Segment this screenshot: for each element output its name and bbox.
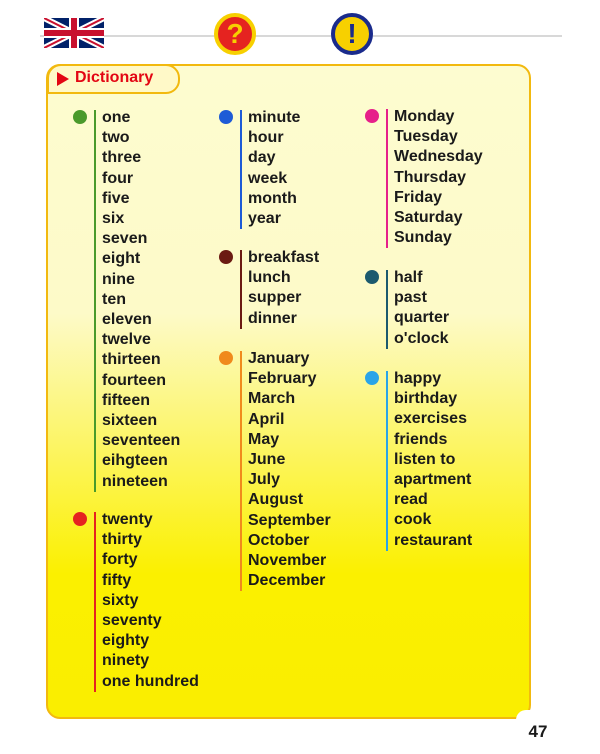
word-item: cook <box>394 511 432 529</box>
word-item: thirteen <box>102 351 161 369</box>
word-item: November <box>248 552 327 570</box>
group-divider-line <box>94 512 96 692</box>
word-item: five <box>102 189 130 207</box>
word-item: April <box>248 410 285 428</box>
word-item: thirty <box>102 531 142 549</box>
word-item: quarter <box>394 309 450 327</box>
word-item: eihgteen <box>102 452 168 470</box>
uk-flag-icon <box>44 18 104 48</box>
word-item: May <box>248 430 280 448</box>
word-item: seventy <box>102 612 162 630</box>
word-item: Friday <box>394 188 443 206</box>
word-item: January <box>248 350 310 367</box>
group-divider-line <box>386 371 388 551</box>
word-item: Tuesday <box>394 128 458 146</box>
word-item: eighty <box>102 632 150 650</box>
question-icon: ? <box>214 13 256 55</box>
page-number: 47 <box>516 710 560 750</box>
dictionary-tab <box>47 64 180 94</box>
word-item: nine <box>102 270 135 288</box>
word-item: ninety <box>102 652 150 670</box>
word-item: two <box>102 129 130 147</box>
word-item: half <box>394 269 423 286</box>
word-item: breakfast <box>248 249 320 266</box>
play-arrow-icon <box>57 72 69 86</box>
word-item: Monday <box>394 108 455 125</box>
word-item: hour <box>248 129 284 147</box>
word-item: listen to <box>394 450 456 468</box>
word-item: Thursday <box>394 168 467 186</box>
word-item: past <box>394 289 427 307</box>
group-divider-line <box>240 250 242 329</box>
word-list <box>394 369 472 551</box>
word-item: March <box>248 390 296 408</box>
word-item: read <box>394 491 428 509</box>
word-item: one <box>102 109 131 126</box>
group-divider-line <box>240 351 242 591</box>
word-item: happy <box>394 370 442 387</box>
word-item: fifteen <box>102 391 150 409</box>
bullet-dot-icon <box>219 110 233 124</box>
word-item: four <box>102 169 134 187</box>
word-item: friends <box>394 430 448 448</box>
group-divider-line <box>386 270 388 349</box>
bullet-dot-icon <box>365 270 379 284</box>
word-item: June <box>248 451 286 469</box>
bullet-dot-icon <box>365 371 379 385</box>
word-item: week <box>248 169 288 187</box>
word-item: forty <box>102 551 138 569</box>
word-item: dinner <box>248 309 297 327</box>
word-item: year <box>248 210 281 228</box>
bullet-dot-icon <box>219 351 233 365</box>
word-item: sixty <box>102 591 139 609</box>
word-item: six <box>102 210 125 228</box>
group-divider-line <box>94 110 96 492</box>
header-rule <box>40 35 562 37</box>
bullet-dot-icon <box>73 512 87 526</box>
word-item: October <box>248 531 310 549</box>
word-item: exercises <box>394 410 467 428</box>
word-list <box>102 510 199 692</box>
word-item: month <box>248 189 297 207</box>
bullet-dot-icon <box>365 109 379 123</box>
word-item: one hundred <box>102 672 199 690</box>
word-item: seventeen <box>102 432 181 450</box>
word-item: September <box>248 511 331 529</box>
word-item: apartment <box>394 471 472 489</box>
group-divider-line <box>386 109 388 248</box>
word-item: twenty <box>102 511 153 528</box>
word-item: eight <box>102 250 141 268</box>
word-list <box>394 107 483 248</box>
word-item: birthday <box>394 390 458 408</box>
group-divider-line <box>240 110 242 229</box>
word-item: three <box>102 149 142 167</box>
word-list <box>248 248 319 329</box>
word-item: Sunday <box>394 229 452 247</box>
word-item: nineteen <box>102 472 168 490</box>
word-item: restaurant <box>394 531 473 549</box>
word-item: day <box>248 149 276 167</box>
word-item: seven <box>102 230 148 248</box>
word-item: August <box>248 491 304 509</box>
word-list <box>248 108 300 229</box>
word-item: supper <box>248 289 302 307</box>
word-list <box>102 108 180 492</box>
word-item: lunch <box>248 269 291 287</box>
word-item: Saturday <box>394 209 463 227</box>
word-item: twelve <box>102 331 151 349</box>
word-item: December <box>248 572 326 590</box>
word-list <box>394 268 449 349</box>
word-item: fifty <box>102 571 132 589</box>
word-item: ten <box>102 290 126 308</box>
word-item: Wednesday <box>394 148 483 166</box>
bullet-dot-icon <box>73 110 87 124</box>
dictionary-label: Dictionary <box>75 69 154 86</box>
word-item: minute <box>248 109 301 126</box>
word-item: July <box>248 471 281 489</box>
word-item: fourteen <box>102 371 166 389</box>
word-item: o'clock <box>394 329 449 347</box>
word-item: eleven <box>102 311 152 329</box>
exclamation-icon: ! <box>331 13 373 55</box>
word-item: February <box>248 370 317 388</box>
word-list <box>248 349 331 591</box>
word-item: sixteen <box>102 412 158 430</box>
bullet-dot-icon <box>219 250 233 264</box>
